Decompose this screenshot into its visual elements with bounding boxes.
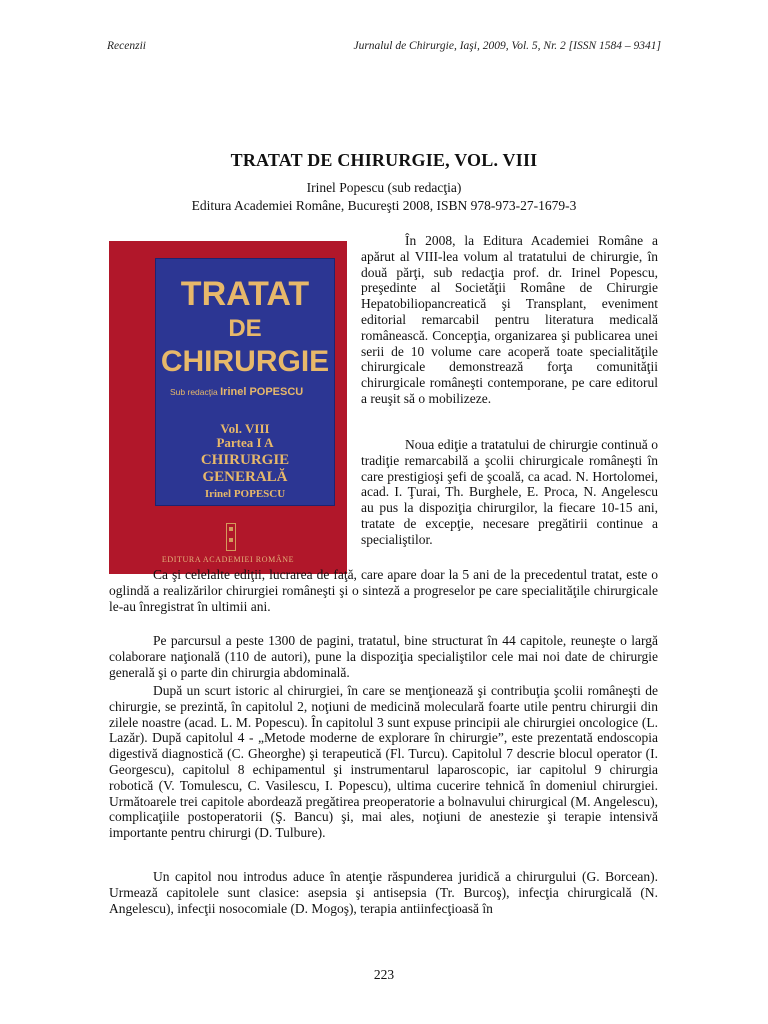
paragraph-4: Pe parcursul a peste 1300 de pagini, tratatul, bine structurat în 44 capitole, reuneşte o largă colaborare naţională (110 de autori), pune la dispoziţia specialiştilor cele mai noi date de chirurgie generală şi o parte din chirurgia abdominală. — [109, 633, 658, 680]
cover-editor-name: Irinel POPESCU — [220, 386, 304, 398]
cover-editor-line — [170, 386, 303, 398]
cover-volume-title1: CHIRURGIE — [200, 452, 290, 468]
running-header-journal: Jurnalul de Chirurgie, Iaşi, 2009, Vol. 5, Nr. 2 [ISSN 1584 – 9341] — [353, 40, 661, 52]
paragraph-2: Noua ediţie a tratatului de chirurgie continuă o tradiţie remarcabilă a şcolii chirurgicale româneşti în care prestigioşi şefi de şcoală, ca acad. N. Hortolomei, acad. I. Ţurai, Th. Burghele, E. Proca, N. Angelescu au pus la dispoziţia chirurgilor, la fiecare 10-15 ani, tratate de excepţie, necesare pregătirii continue a specialiştilor. — [361, 437, 658, 547]
review-publication-info: Editura Academiei Române, Bucureşti 2008, ISBN 978-973-27-1679-3 — [191, 198, 577, 213]
paragraph-1: În 2008, la Editura Academiei Române a apărut al VIII-lea volum al tratatului de chirurgie, în două părţi, sub redacţia prof. dr. Irinel Popescu, preşedinte al Societăţii Române de Chirurgie Hepatobiliopancreatică şi Transplant, eveniment editorial remarcabil pentru literatura medicală românească. Concepţia, organizarea şi publicarea unei serii de 10 volume care acoperă toate specialităţile chirurgicale demonstrează forţa comunităţii chirurgicale româneşti contemporane, pe care editorul a reuşit să o mobilizeze. — [361, 233, 658, 406]
cover-title-line3: CHIRURGIE — [160, 345, 330, 378]
running-header-section: Recenzii — [107, 40, 146, 52]
publisher-logo-icon — [226, 523, 236, 551]
cover-author: Irinel POPESCU — [204, 488, 286, 500]
page-number: 223 — [373, 967, 395, 982]
paragraph-6: Un capitol nou introdus aduce în atenţie răspunderea juridică a chirurgului (G. Borcean). Urmează capitolele sunt clasice: asepsia şi antisepsia (Tr. Burcoş), infecţia chirurgicală (N. Angelescu), infecţii nosocomiale (D. Mogoş), terapia antiinfecţioasă în — [109, 869, 658, 916]
paragraph-5: După un scurt istoric al chirurgiei, în care se menţionează şi contribuţia şcolii româneşti de chirurgie, se prezintă, în capitolul 2, noţiuni de medicină moleculară foarte utile pentru chirurgii din zilele noastre (acad. L. M. Popescu). În capitolul 3 sunt expuse principii ale chirurgiei oncologice (L. Lazăr). După capitolul 4 - „Metode moderne de explorare în chirurgie”, este prezentată endoscopia digestivă diagnostică (C. Gheorghe) şi terapeutică (Fl. Turcu). Capitolul 7 descrie blocul operator (I. Georgescu), capitolul 8 echipamentul şi instrumentarul laparoscopic, iar capitolul 9 chirurgia robotică (V. Tomulescu, C. Vasilescu, I. Popescu), ultima cucerire tehnică în domeniul chirurgiei. Următoarele trei capitole abordează pregătirea preoperatorie a bolnavului chirurgical (M. Angelescu), complicaţiile postoperatorii (Ş. Bancu) şi, mai ales, noţiuni de anestezie şi terapie intensivă importante pentru chirurgi (D. Tulbure). — [109, 683, 658, 841]
cover-title-line2: DE — [228, 315, 262, 342]
paragraph-3: Ca şi celelalte ediţii, lucrarea de faţă, care apare doar la 5 ani de la precedentul tratat, este o oglindă a realizărilor chirurgiei româneşti şi o sinteză a progreselor pe care specialităţile chirurgicale le-au înregistrat în ultimii ani. — [109, 567, 658, 614]
cover-part: Partea I A — [216, 435, 274, 450]
cover-publisher: EDITURA ACADEMIEI ROMÂNE — [161, 555, 295, 564]
cover-editor-prefix: Sub redacţia — [170, 387, 218, 397]
review-title: TRATAT DE CHIRURGIE, VOL. VIII — [230, 150, 538, 170]
cover-volume-title2: GENERALĂ — [202, 469, 288, 485]
cover-volume: Vol. VIII — [220, 421, 270, 436]
cover-title-line1: TRATAT — [180, 275, 310, 313]
review-editor: Irinel Popescu (sub redacţia) — [306, 180, 462, 195]
book-cover-image — [109, 241, 347, 574]
book-cover-panel — [155, 258, 335, 506]
